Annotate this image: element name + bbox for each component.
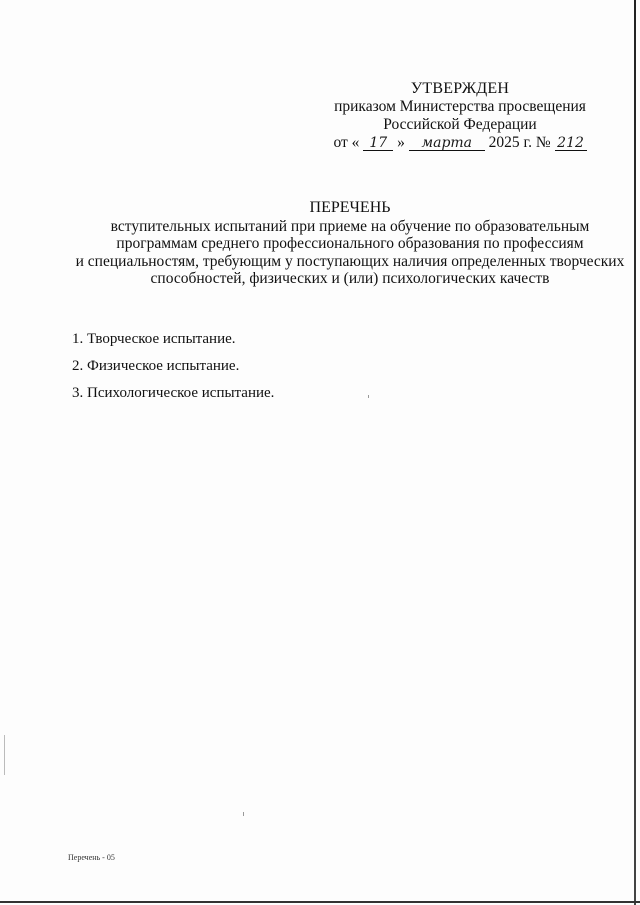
document-heading [60, 199, 640, 288]
heading-line: вступительных испытаний при приеме на обучение по образовательным [110, 217, 590, 235]
scan-edge-right [634, 0, 636, 905]
approval-line-1: приказом Министерства просвещения [334, 98, 586, 115]
handwritten-month: марта [409, 136, 485, 151]
heading-line: и специальностям, требующим у поступающих наличия определенных творческих [75, 252, 625, 270]
date-prefix: от « [333, 134, 360, 151]
date-year: 2025 г. № [488, 134, 551, 151]
list-item: 1. Творческое испытание. [72, 331, 236, 347]
tests-list [72, 331, 274, 412]
approval-line-2: Российской Федерации [383, 116, 537, 133]
scan-speck [243, 812, 244, 816]
list-item: 2. Физическое испытание. [72, 358, 240, 374]
approval-title: УТВЕРЖДЕН [410, 80, 510, 97]
scan-speck [4, 735, 5, 775]
list-item: 3. Психологическое испытание. [72, 385, 275, 401]
handwritten-number: 212 [555, 136, 587, 151]
heading-line: программам среднего профессионального образования по профессиям [116, 235, 584, 252]
approval-block [330, 80, 590, 152]
heading-title: ПЕРЕЧЕНЬ [309, 199, 391, 216]
handwritten-day: 17 [363, 136, 393, 151]
heading-line: способностей, физических и (или) психологических качеств [150, 270, 550, 287]
footer-label: Перечень - 05 [68, 853, 115, 862]
scan-edge-bottom [0, 901, 640, 903]
date-mid: » [397, 134, 405, 151]
approval-date-line [330, 134, 590, 152]
scan-speck [368, 395, 369, 398]
